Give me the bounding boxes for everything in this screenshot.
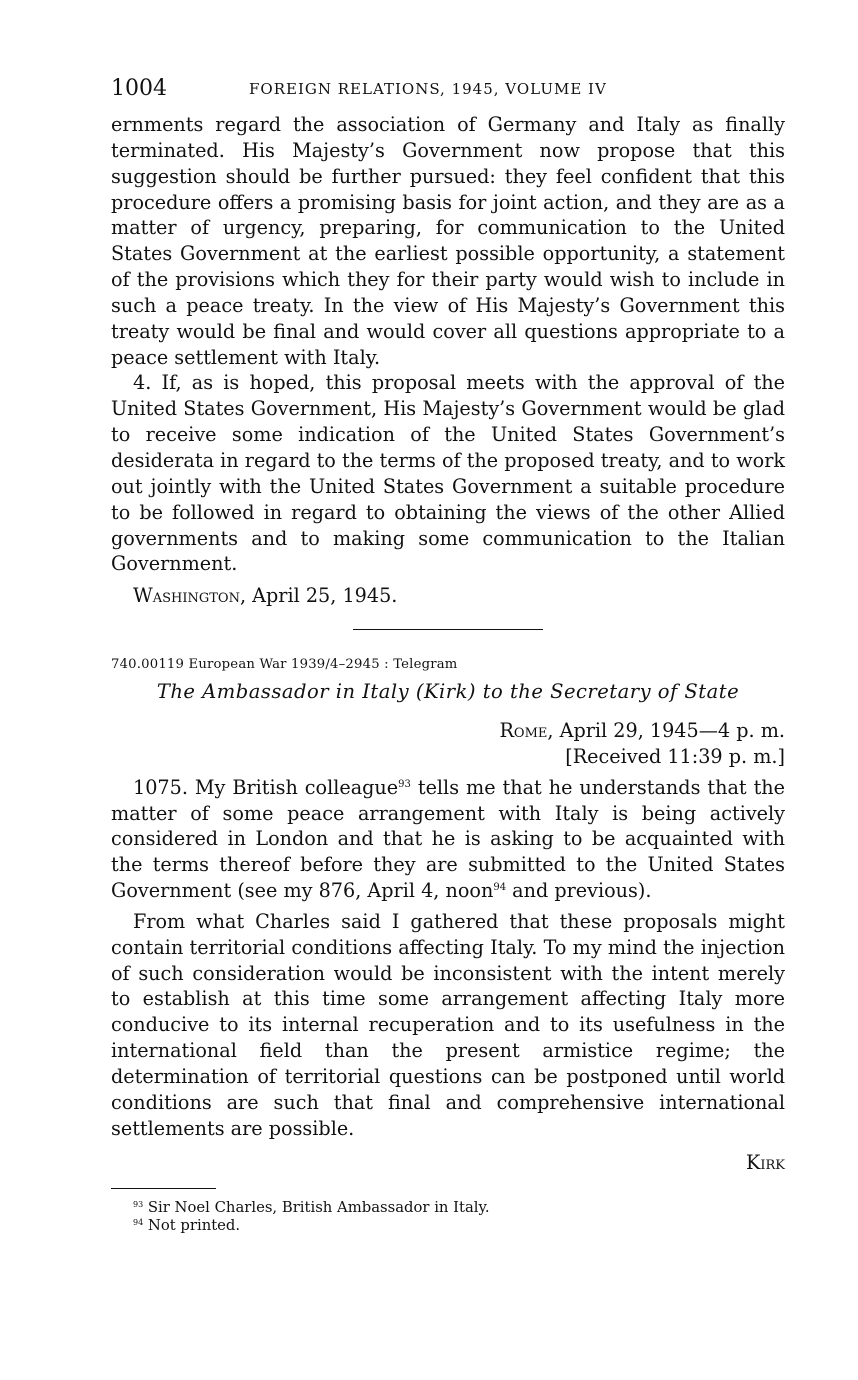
dateline <box>111 583 785 609</box>
footnote <box>133 1217 785 1235</box>
document-heading: The Ambassador in Italy (Kirk) to the Secretary of State <box>156 680 740 704</box>
running-title: FOREIGN RELATIONS, 1945, VOLUME IV <box>249 80 607 98</box>
footnote-ref: 93 <box>398 778 411 790</box>
sent-line <box>111 718 785 744</box>
body-text <box>111 112 785 577</box>
section-divider <box>353 629 543 630</box>
telegram-body <box>111 775 785 1142</box>
telegram-paragraph-2: From what Charles said I gathered that these proposals might contain territorial conditions affecting Italy. To my mind the injection of such consideration would be inconsistent with the intent merely to establish at this time some arrangement affecting Italy more conducive to its internal recuperation and to its usefulness in the international field than the present armistice regime; the determination of territorial questions can be postponed until world conditions are such that final and comprehensive international settlements are possible. <box>111 909 785 1140</box>
page-number: 1004 <box>111 76 167 101</box>
footnote-text: Not printed. <box>147 1217 241 1235</box>
footnotes <box>111 1199 785 1235</box>
file-reference: 740.00119 European War 1939/4–2945 : Telegram <box>111 657 458 673</box>
paragraph-text: tells me that he understands that the matter of some peace arrangement with Italy is being actively considered in London and that he is asking to be acquainted with the terms thereof before they are submitted to the United States Government (see my 876, April 4, noon <box>111 775 785 903</box>
document-page <box>111 72 785 1235</box>
dateline-date: , April 25, 1945. <box>239 584 398 608</box>
dateline-place: Washington <box>133 584 240 608</box>
received-line: [Received 11:39 p. m.] <box>565 744 785 768</box>
paragraph-4: 4. If, as is hoped, this proposal meets with the approval of the United States Government, His Majesty’s Government would be glad to receive some indication of the United States Government’s desiderata in regard to the terms of the proposed treaty, and to work out jointly with the United States Government a suitable procedure to be followed in regard to obtaining the views of the other Allied governments and to making some communication to the Italian Government. <box>111 371 785 576</box>
continued-paragraph: ernments regard the association of Germany and Italy as finally terminated. His Majesty’s Government now propose that this suggestion should be further pursued: they feel confident that this procedure offers a promising basis for joint action, and they are as a matter of urgency, preparing, for communication to the United States Government at the earliest possible opportunity, a statement of the provisions which they for their party would wish to include in such a peace treaty. In the view of His Majesty’s Government this treaty would be final and would cover all questions appropriate to a peace settlement with Italy. <box>111 113 785 369</box>
footnote-ref: 94 <box>493 882 507 894</box>
footnote-divider <box>111 1188 216 1189</box>
document-dateline <box>111 718 785 770</box>
telegram-paragraph-1 <box>111 775 785 904</box>
footnote-mark: 94 <box>133 1218 144 1228</box>
footnote-text: Sir Noel Charles, British Ambassador in Italy. <box>147 1199 490 1217</box>
running-head <box>111 72 785 112</box>
paragraph-text: 1075. My British colleague <box>133 775 399 799</box>
footnote <box>133 1199 785 1217</box>
signature: Kirk <box>746 1150 785 1174</box>
sent-place: Rome <box>499 719 548 743</box>
sent-date: , April 29, 1945—4 p. m. <box>547 719 785 743</box>
paragraph-text: and previous). <box>506 879 652 903</box>
footnote-mark: 93 <box>133 1200 144 1210</box>
